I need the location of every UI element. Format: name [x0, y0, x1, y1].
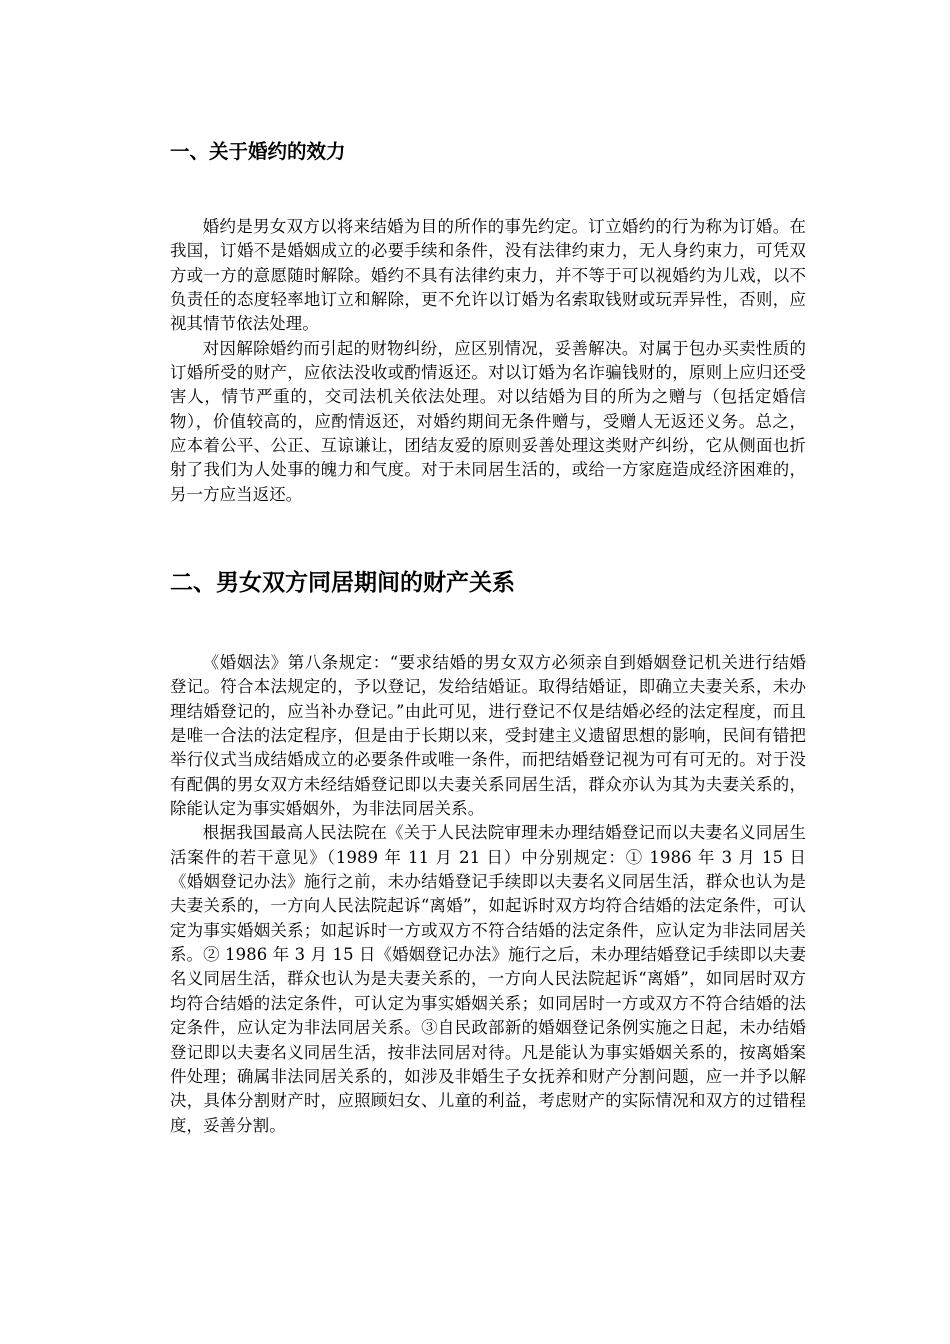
section-2-body	[170, 651, 806, 1138]
section-2-paragraph-2: 根据我国最高人民法院在《关于人民法院审理未办理结婚登记而以夫妻名义同居生活案件的若干意见》（1989 年 11 月 21 日）中分别规定：① 1986 年 3 月 15 日《婚姻登记办法》施行之前，未办结婚登记手续即以夫妻名义同居生活，群众也认为是夫妻关系的，一方向人民法院起诉“离婚”，如起诉时双方均符合结婚的法定条件，可认定为事实婚姻关系；如起诉时一方或双方不符合结婚的法定条件，应认定为非法同居关系。② 1986 年 3 月 15 日《婚姻登记办法》施行之后，未办理结婚登记手续即以夫妻名义同居生活，群众也认为是夫妻关系的，一方向人民法院起诉“离婚”，如同居时双方均符合结婚的法定条件，可认定为事实婚姻关系；如同居时一方或双方不符合结婚的法定条件，应认定为非法同居关系。③自民政部新的婚姻登记条例实施之日起，未办结婚登记即以夫妻名义同居生活，按非法同居对待。凡是能认为事实婚姻关系的，按离婚案件处理；确属非法同居关系的，如涉及非婚生子女抚养和财产分割问题，应一并予以解决，具体分割财产时，应照顾妇女、儿童的利益，考虑财产的实际情况和双方的过错程度，妥善分割。	[170, 823, 806, 1135]
section-1-paragraph-1: 婚约是男女双方以将来结婚为目的所作的事先约定。订立婚约的行为称为订婚。在我国，订婚不是婚姻成立的必要手续和条件，没有法律约束力，无人身约束力，可凭双方或一方的意愿随时解除。婚约不具有法律约束力，并不等于可以视婚约为儿戏，以不负责任的态度轻率地订立和解除，更不允许以订婚为名索取钱财或玩弄异性，否则，应视其情节依法处理。	[170, 217, 806, 334]
section-1-body	[170, 215, 806, 507]
section-1-paragraph-2: 对因解除婚约而引起的财物纠纷，应区别情况，妥善解决。对属于包办买卖性质的订婚所受的财产，应依法没收或酌情返还。对以订婚为名诈骗钱财的，原则上应归还受害人，情节严重的，交司法机关依法处理。对以结婚为目的所为之赠与（包括定婚信物），价值较高的，应酌情返还，对婚约期间无条件赠与，受赠人无返还义务。总之，应本着公平、公正、互谅谦让，团结友爱的原则妥善处理这类财产纠纷，它从侧面也折射了我们为人处事的魄力和气度。对于未同居生活的，或给一方家庭造成经济困难的，另一方应当返还。	[170, 338, 806, 504]
section-2-paragraph-1: 《婚姻法》第八条规定：“要求结婚的男女双方必须亲自到婚姻登记机关进行结婚登记。符合本法规定的，予以登记，发给结婚证。取得结婚证，即确立夫妻关系，未办理结婚登记的，应当补办登记。”由此可见，进行登记不仅是结婚必经的法定程度，而且是唯一合法的法定程序，但是由于长期以来，受封建主义遗留思想的影响，民间有错把举行仪式当成结婚成立的必要条件或唯一条件，而把结婚登记视为可有可无的。对于没有配偶的男女双方未经结婚登记即以夫妻关系同居生活，群众亦认为其为夫妻关系的，除能认定为事实婚姻外，为非法同居关系。	[170, 653, 806, 819]
section-2-heading: 二、男女双方同居期间的财产关系	[170, 570, 515, 596]
section-1-heading: 一、关于婚约的效力	[170, 140, 346, 163]
